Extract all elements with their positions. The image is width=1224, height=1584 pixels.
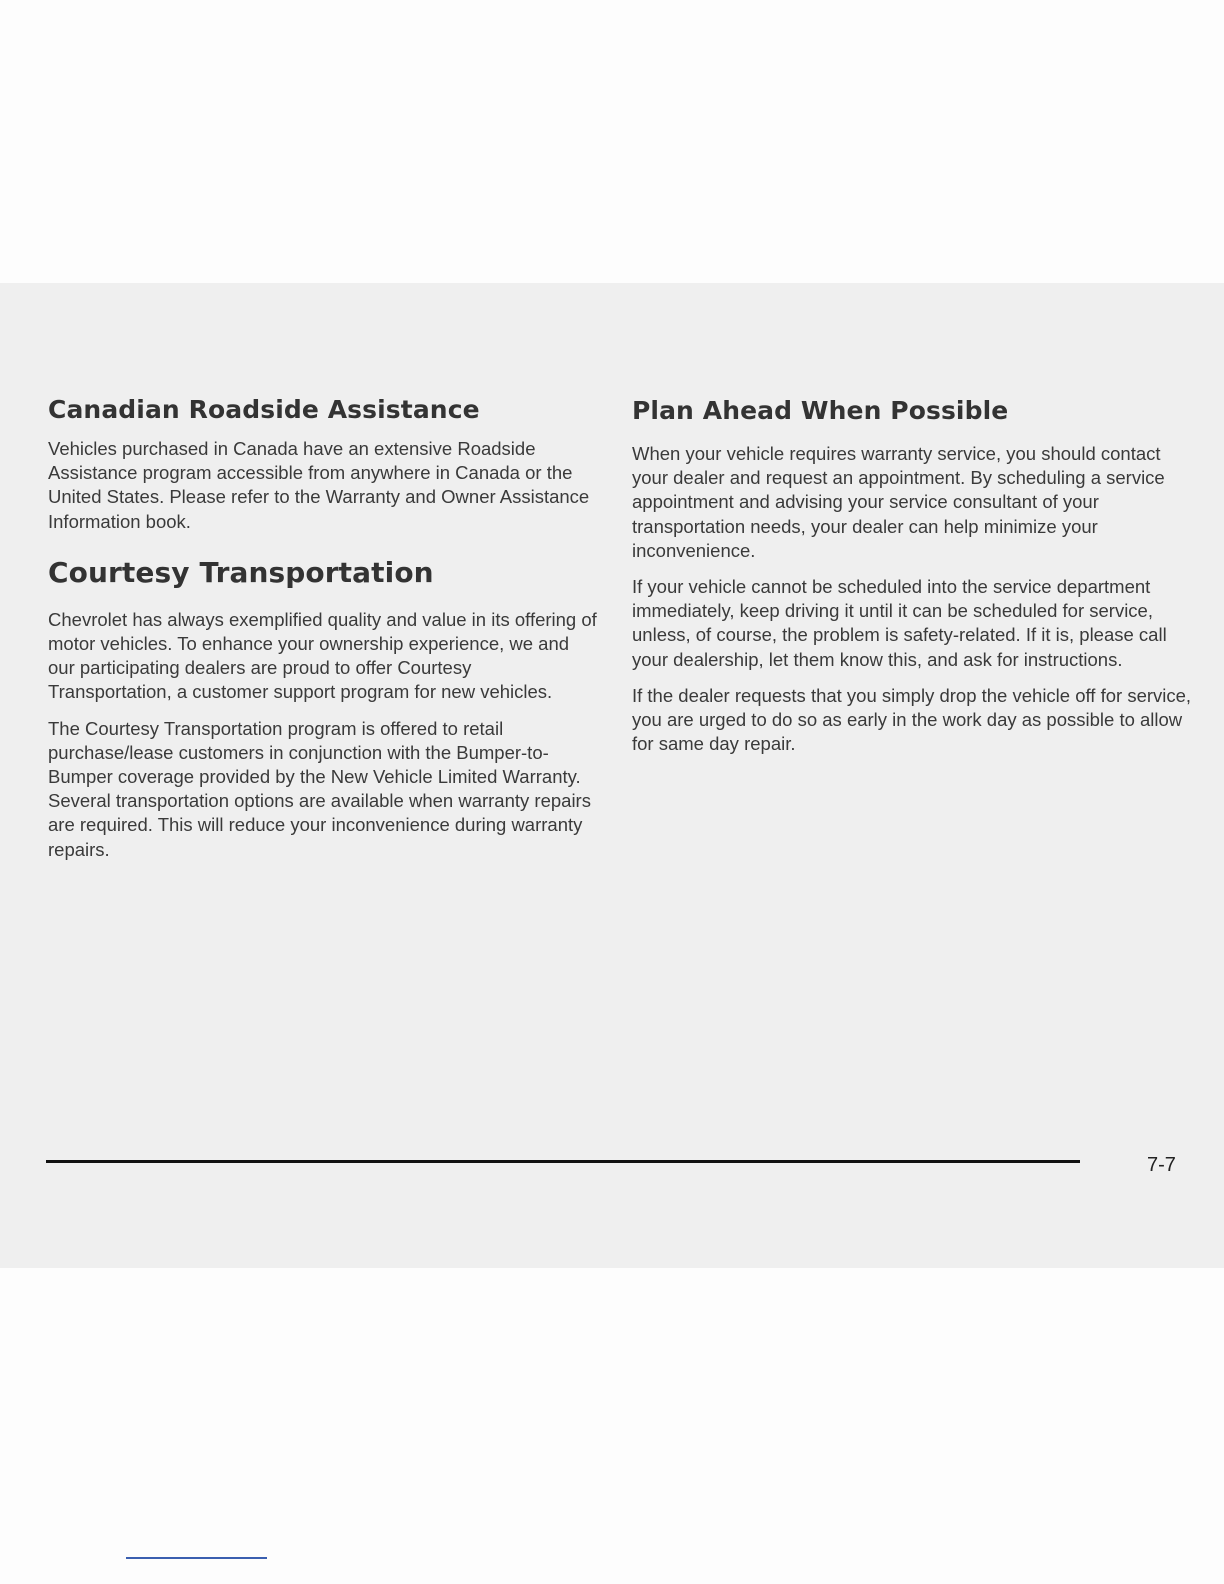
plan-ahead-paragraph-3: If the dealer requests that you simply drop the vehicle off for service, you are urged to do so as early in the work day as possible to allow for same day repair. — [632, 684, 1192, 755]
plan-ahead-heading: Plan Ahead When Possible — [632, 396, 1009, 425]
left-column — [48, 395, 598, 862]
courtesy-transportation-heading: Courtesy Transportation — [48, 555, 434, 589]
courtesy-paragraph-1: Chevrolet has always exemplified quality and value in its offering of motor vehicles. To enhance your ownership experience, we and our participating dealers are proud to offer Courtesy Transportation, a customer support program for new vehicles. — [48, 608, 597, 703]
plan-ahead-paragraph-2: If your vehicle cannot be scheduled into the service department immediately, keep driving it until it can be scheduled for service, unless, of course, the problem is safety-related. If it is, please call your dealership, let them know this, and ask for instructions. — [632, 576, 1167, 670]
courtesy-paragraph-2: The Courtesy Transportation program is offered to retail purchase/lease customers in conjunction with the Bumper-to-Bumper coverage provided by the New Vehicle Limited Warranty. Several transportation options are available when warranty repairs are required. This will reduce your inconvenience during warranty repairs. — [48, 717, 591, 860]
footer-rule — [46, 1160, 1080, 1163]
canadian-roadside-heading: Canadian Roadside Assistance — [48, 395, 480, 424]
footer-link-line — [126, 1557, 267, 1559]
plan-ahead-paragraph-1: When your vehicle requires warranty service, you should contact your dealer and request an appointment. By scheduling a service appointment and advising your service consultant of your transportation needs, your dealer can help minimize your inconvenience. — [632, 443, 1165, 561]
right-column — [632, 396, 1192, 756]
canadian-roadside-text: Vehicles purchased in Canada have an extensive Roadside Assistance program accessible from anywhere in Canada or the United States. Please refer to the Warranty and Owner Assistance Information book. — [48, 438, 590, 532]
page-number: 7-7 — [1147, 1154, 1176, 1176]
